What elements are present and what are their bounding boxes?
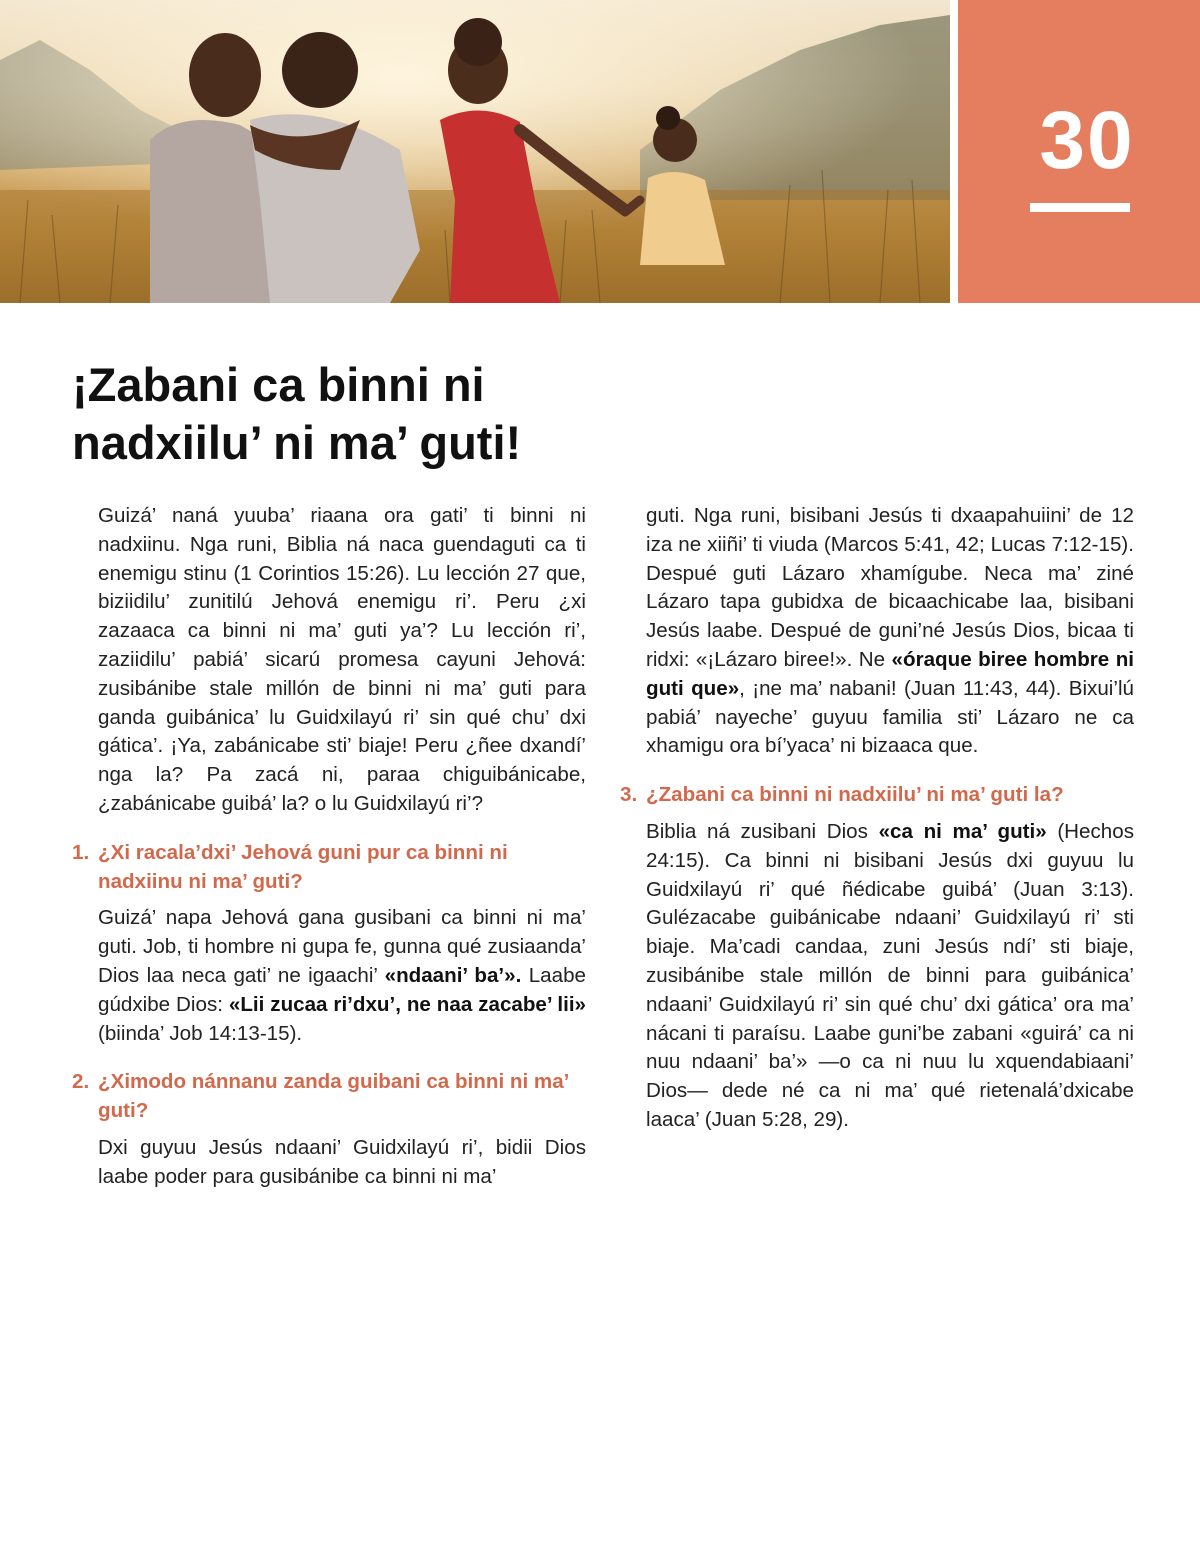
text-run: , ¡ne ma’ nabani! (Juan 11:43, 44). Bixui’lú pabiá’ nayeche’ guyuu familia sti’ Lázaro ne ca xhamigu ora bí’yaca’ ni bizaaca que. [646,676,1134,758]
text-run: Biblia ná zusibani Dios [646,819,879,843]
bold-quote: «Lii zucaa ri’dxu’, ne naa zacabe’ lii» [228,992,586,1016]
text-run: (biinda’ Job 14:13-15). [98,1021,303,1045]
answer-2-paragraph-continued [620,502,1134,761]
answer-3-paragraph [620,818,1134,1135]
hero-photo [0,0,950,303]
intro-paragraph: Guizá’ naná yuuba’ riaana ora gati’ ti binni ni nadxiinu. Nga runi, Biblia ná naca guendaguti ca ti enemigu stinu (1 Corintios 15:26). Lu lección 27 que, biziidilu’ zunitilú Jehová enemigu ri’. Peru ¿xi zazaaca ca binni ni ma’ guti ya’? Lu lección ri’, zaziidilu’ pabiá’ sicarú promesa cayuni Jehová: zusibánibe stale millón de binni ni ma’ guti para ganda guibánica’ lu Guidxilayú ri’ sin qué chu’ dxi gática’. ¡Ya, zabánicabe sti’ biaje! Peru ¿ñee dxandí’ nga la? Pa zacá ni, paraa chiguibánicabe, ¿zabánicabe guibá’ la? o lu Guidxilayú ri’? [98,504,586,815]
question-3-heading [620,781,1134,810]
question-2-heading [72,1068,586,1126]
text-run: guti. Nga runi, bisibani Jesús ti dxaapahuiini’ de 12 iza ne xiiñi’ ti viuda (Marcos 5:41, 42; Lucas 7:12-15). Despué guti Lázaro xhamígube. Neca ma’ ziné Lázaro tapa gubidxa de bicaachicabe laa, bisibani Jesús laabe. Despué de guni’né Jesús Dios, bicaa ti ridxi: «¡Lázaro biree!». Ne [646,504,1134,671]
question-number: 2. [72,1070,90,1094]
question-number: 1. [72,840,90,864]
bold-quote: «ca ni ma’ guti» [878,819,1047,843]
lesson-badge [958,0,1200,303]
right-column [620,502,1134,1135]
family-field-illustration [0,0,950,303]
title-line-2: nadxiilu’ ni ma’ guti! [72,416,522,469]
text-run: Guizá’ napa Jehová gana gusibani ca binni ni ma’ guti. Job, ti hombre ni gupa fe, gunna qué zusiaanda’ Dios laa neca gati’ ne igaachi’ [98,906,586,987]
left-column [72,502,586,1192]
question-text: ¿Xi racala’dxi’ Jehová guni pur ca binni ni nadxiinu ni ma’ guti? [98,840,508,893]
page-title [72,356,772,472]
bold-quote: «óraque biree hombre ni guti que» [646,647,1134,700]
question-text: ¿Zabani ca binni ni nadxiilu’ ni ma’ guti la? [646,783,1064,807]
question-number: 3. [620,783,638,807]
bold-quote: «ndaani’ ba’». [384,963,522,987]
answer-2-paragraph-start: Dxi guyuu Jesús ndaani’ Guidxilayú ri’, bidii Dios laabe poder para gusibánibe ca binni ni ma’ [98,1135,586,1188]
text-run: (Hechos 24:15). Ca binni ni bisibani Jesús dxi guyuu lu Guidxilayú ri’ qué ñédicabe guibá’ (Juan 3:13). Gulézacabe guibánicabe ndaani’ Guidxilayú ri’ sti biaje. Ma’cadi candaa, zuni Jesús ndí’ sti biaje, zusibánibe stale millón de binni para guibánica’ ndaani’ Guidxilayú ri’ sin qué chu’ dxi gática’ ora ma’ nácani ti paraísu. Laabe guni’be zabani «guirá’ ca ni nuu ndaani’ ba’» —o ca ni nuu lu xquendabiaani’ Dios— dede né ca ni ma’ qué rietenalá’dxicabe laaca’ (Juan 5:28, 29). [646,819,1135,1131]
title-line-1: ¡Zabani ca binni ni [72,358,485,411]
question-1-heading [72,839,586,897]
text-run: Laabe gúdxibe Dios: [98,963,586,1016]
lesson-number-underline [1030,203,1130,212]
lesson-number: 30 [1039,95,1135,186]
question-text: ¿Ximodo nánnanu zanda guibani ca binni ni ma’ guti? [98,1070,569,1123]
answer-1-paragraph [72,904,586,1048]
